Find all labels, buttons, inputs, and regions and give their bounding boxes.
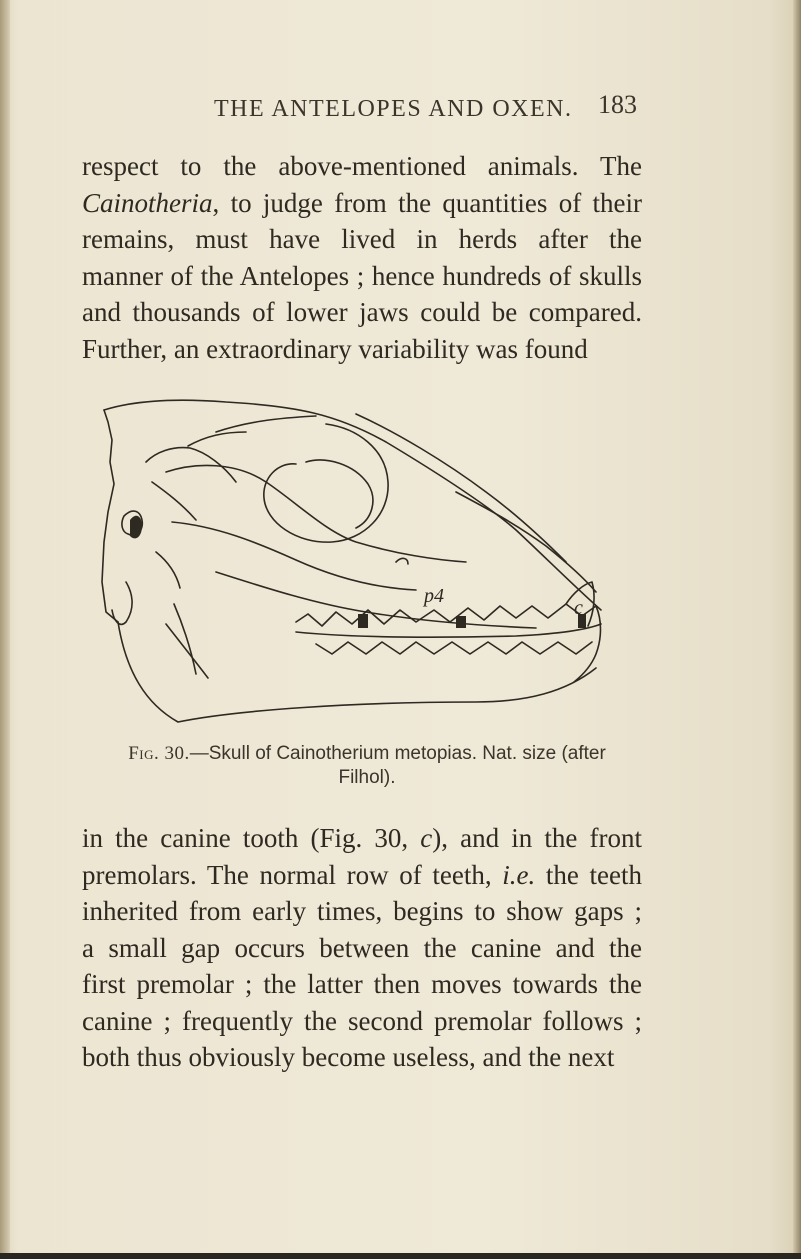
orbit <box>264 424 388 542</box>
text-line: premolars. The normal row of teeth, i.e. the teeth <box>82 859 642 890</box>
text-line: in the canine tooth (Fig. 30, c), and in the front <box>82 823 643 853</box>
running-head: THE ANTELOPES AND OXEN. <box>214 96 573 122</box>
figure-number: Fig. 30. <box>128 743 190 764</box>
suture-line <box>156 552 180 588</box>
text-line: inherited from early times, begins to show gaps ; <box>82 896 642 926</box>
page-edge <box>793 0 801 1259</box>
occipital-inner <box>112 582 132 624</box>
page-bottom-edge <box>0 1253 801 1259</box>
text-line: and thousands of lower jaws could be compared. <box>82 297 642 327</box>
tooth-gumline <box>296 624 601 637</box>
text-line: Further, an extraordinary variability was found <box>82 333 588 364</box>
figure-caption <box>102 742 632 790</box>
brow-line <box>216 416 316 432</box>
label-p4: p4 <box>424 585 444 607</box>
mandible-angle <box>166 624 208 678</box>
occipital-condyle <box>130 516 142 539</box>
label-c: c <box>574 597 583 619</box>
text-line: manner of the Antelopes ; hence hundreds of skulls <box>82 260 642 291</box>
skull-outline-bottom <box>118 622 596 722</box>
brow-line-2 <box>188 432 246 446</box>
skull-illustration <box>96 392 626 732</box>
cheek-line <box>216 572 536 628</box>
page-number: 183 <box>598 90 637 119</box>
text-line: both thus obviously become useless, and the next <box>82 1042 615 1072</box>
tooth-mark <box>456 616 466 628</box>
paragraph-2 <box>82 820 642 1076</box>
text-line: first premolar ; the latter then moves towards the <box>82 969 642 999</box>
page-gutter <box>0 0 10 1259</box>
lower-tooth-row <box>316 642 592 654</box>
text-line: respect to the above-mentioned animals. The <box>82 151 642 181</box>
foramen <box>396 558 408 564</box>
nasal-line-2 <box>456 492 596 592</box>
temporal-line <box>152 482 196 520</box>
zygomatic-arch <box>166 465 466 562</box>
temporal-fossa <box>146 448 236 482</box>
text-line: Cainotheria, to judge from the quantities of their <box>82 187 642 218</box>
text-line: a small gap occurs between the canine and the <box>82 932 642 963</box>
orbit-inner <box>306 460 373 528</box>
text-line: canine ; frequently the second premolar follows ; <box>82 1005 642 1036</box>
zygomatic-lower <box>172 522 416 590</box>
paragraph-1 <box>82 148 642 367</box>
caption-text-2: Filhol). <box>338 767 396 788</box>
occipital <box>102 410 118 622</box>
tooth-mark <box>358 614 368 628</box>
caption-text: —Skull of Cainotherium metopias. Nat. size (after <box>189 743 606 764</box>
text-line: remains, must have lived in herds after the <box>82 224 642 254</box>
